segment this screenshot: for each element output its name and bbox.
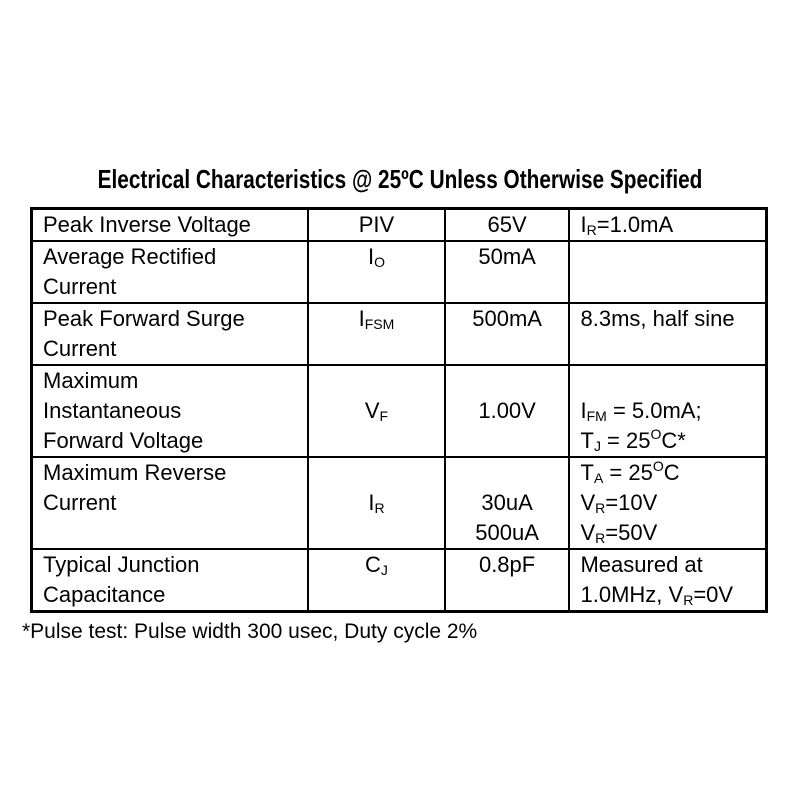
parameter-cell bbox=[32, 241, 309, 303]
table-row bbox=[32, 457, 767, 549]
table-row bbox=[32, 209, 767, 242]
value-text: 65V bbox=[487, 212, 527, 237]
value-cell bbox=[445, 549, 570, 612]
value-text: 500mA bbox=[472, 306, 542, 331]
symbol-text: $C_J$ bbox=[365, 552, 388, 578]
parameter-text: Current bbox=[43, 336, 117, 361]
value-cell bbox=[445, 303, 570, 365]
table-row bbox=[32, 241, 767, 303]
value-text: 500uA bbox=[475, 520, 539, 545]
table-row bbox=[32, 365, 767, 457]
condition-cell bbox=[569, 457, 766, 549]
symbol-cell bbox=[308, 457, 444, 549]
parameter-text: Peak Forward Surge bbox=[43, 306, 245, 331]
condition-text: 8.3ms, half sine bbox=[580, 306, 735, 331]
condition-text: $V_R=50V$ bbox=[580, 520, 658, 546]
parameter-text: Instantaneous bbox=[43, 398, 182, 423]
value-cell bbox=[445, 209, 570, 242]
symbol-cell bbox=[308, 241, 444, 303]
condition-cell bbox=[569, 241, 766, 303]
parameter-cell bbox=[32, 457, 309, 549]
condition-cell bbox=[569, 365, 766, 457]
condition-text: $V_R=10V$ bbox=[580, 490, 658, 516]
symbol-text: PIV bbox=[358, 212, 395, 237]
electrical-characteristics-table bbox=[30, 207, 768, 613]
value-text: 50mA bbox=[478, 244, 536, 269]
symbol-cell bbox=[308, 549, 444, 612]
parameter-cell bbox=[32, 549, 309, 612]
parameter-text: Capacitance bbox=[43, 582, 166, 607]
value-cell bbox=[445, 365, 570, 457]
condition-text: $T_J = 25^OC*$ bbox=[580, 426, 686, 454]
condition-text: Measured at bbox=[580, 552, 703, 577]
symbol-cell bbox=[308, 209, 444, 242]
parameter-cell bbox=[32, 209, 309, 242]
condition-text: $I_{FM} = 5.0mA$; bbox=[580, 398, 702, 424]
parameter-text: Current bbox=[43, 490, 117, 515]
symbol-cell bbox=[308, 365, 444, 457]
parameter-text: Peak Inverse Voltage bbox=[43, 212, 251, 237]
symbol-text: $V_F$ bbox=[364, 398, 389, 424]
table-title: Electrical Characteristics @ 25ºC Unless Otherwise Specified bbox=[97, 164, 703, 194]
parameter-cell bbox=[32, 303, 309, 365]
value-text: 0.8pF bbox=[478, 552, 536, 577]
value-cell bbox=[445, 241, 570, 303]
symbol-text: $I_O$ bbox=[367, 244, 385, 270]
table-row bbox=[32, 303, 767, 365]
symbol-text: $I_{FSM}$ bbox=[358, 306, 395, 332]
table-row bbox=[32, 549, 767, 612]
symbol-cell bbox=[308, 303, 444, 365]
parameter-text: Maximum Reverse bbox=[43, 460, 227, 485]
value-text: 1.00V bbox=[478, 398, 536, 423]
symbol-text: $I_R$ bbox=[368, 490, 385, 516]
parameter-text: Current bbox=[43, 274, 117, 299]
condition-text: $I_R=1.0mA$ bbox=[580, 212, 674, 238]
value-cell bbox=[445, 457, 570, 549]
condition-cell bbox=[569, 303, 766, 365]
parameter-cell bbox=[32, 365, 309, 457]
condition-text: $T_A = 25^OC$ bbox=[580, 458, 680, 486]
parameter-text: Maximum bbox=[43, 368, 139, 393]
parameter-text: Typical Junction bbox=[43, 552, 200, 577]
parameter-text: Forward Voltage bbox=[43, 428, 204, 453]
value-text: 30uA bbox=[481, 490, 533, 515]
condition-text: 1.0MHz, $V_R=0V$ bbox=[580, 582, 734, 608]
condition-cell bbox=[569, 209, 766, 242]
condition-cell bbox=[569, 549, 766, 612]
parameter-text: Average Rectified bbox=[43, 244, 217, 269]
footnote: *Pulse test: Pulse width 300 usec, Duty cycle 2% bbox=[22, 620, 478, 643]
